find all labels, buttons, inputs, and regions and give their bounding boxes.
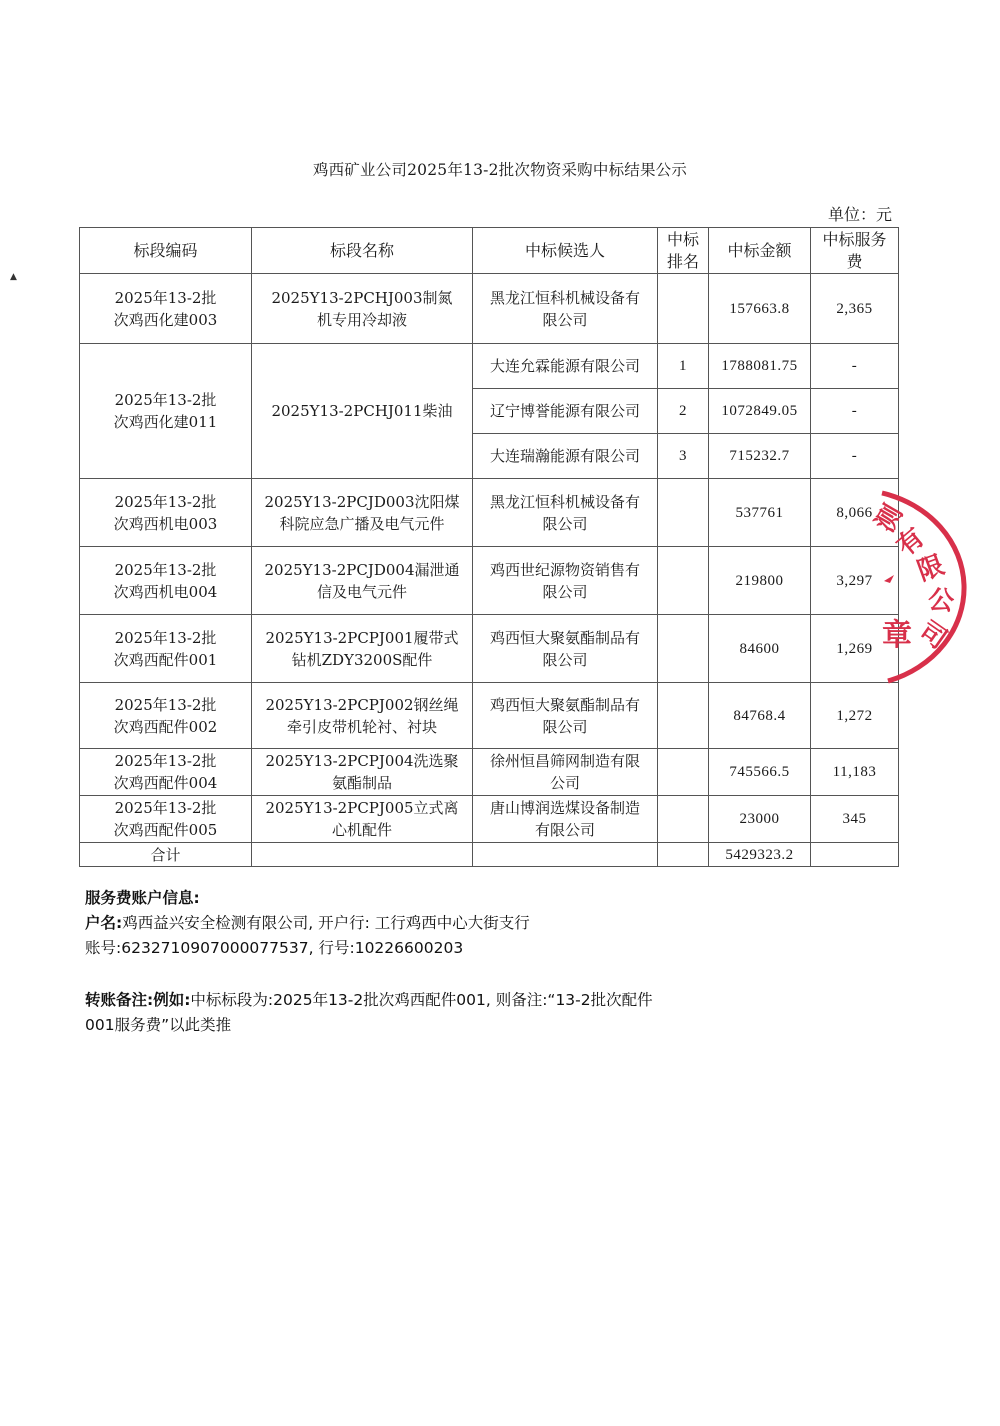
cell-candidate: 大连瑞瀚能源有限公司 [473,434,658,479]
cell-fee: 345 [811,796,899,843]
cell-amount: 537761 [709,479,811,547]
svg-text:有: 有 [891,522,931,563]
cell-rank: 2 [658,389,709,434]
total-label: 合计 [80,843,252,867]
table-row [80,479,899,547]
cell-name: 2025Y13-2PCPJ002钢丝绳牵引皮带机轮衬、衬块 [252,683,473,749]
cell-code: 2025年13-2批次鸡西配件002 [80,683,252,749]
cell-candidate: 大连允霖能源有限公司 [473,344,658,389]
cell-candidate: 鸡西世纪源物资销售有限公司 [473,547,658,615]
cell-fee: 8,066 [811,479,899,547]
account-info-block [85,886,530,961]
header-rank: 中标排名 [658,228,709,274]
cell-rank [658,796,709,843]
header-code: 标段编码 [80,228,252,274]
cell-rank: 1 [658,344,709,389]
cell-amount: 84600 [709,615,811,683]
svg-text:公: 公 [926,585,956,618]
cell-amount: 715232.7 [709,434,811,479]
cell-fee: - [811,434,899,479]
header-name: 标段名称 [252,228,473,274]
cell-name: 2025Y13-2PCJD004漏泄通信及电气元件 [252,547,473,615]
cell-name: 2025Y13-2PCHJ003制氮机专用冷却液 [252,274,473,344]
cell-name: 2025Y13-2PCPJ005立式离心机配件 [252,796,473,843]
table-row [80,547,899,615]
table-row [80,344,899,389]
cell-candidate: 黑龙江恒科机械设备有限公司 [473,479,658,547]
account-name-label: 户名: [85,914,123,932]
total-fee [811,843,899,867]
margin-mark: ▲ [10,272,17,282]
svg-text:司: 司 [913,615,953,656]
bank-value: 工行鸡西中心大街支行 [374,914,530,932]
cell-candidate: 唐山博润选煤设备制造有限公司 [473,796,658,843]
cell-code: 2025年13-2批次鸡西配件004 [80,749,252,796]
cell-fee: 11,183 [811,749,899,796]
account-name-value: 鸡西益兴安全检测有限公司 [122,914,309,932]
svg-text:限: 限 [913,550,949,588]
table-row [80,274,899,344]
svg-text:测: 测 [870,499,910,538]
cell-code: 2025年13-2批次鸡西配件001 [80,615,252,683]
total-name [252,843,473,867]
table-header-row [80,228,899,274]
cell-fee: 2,365 [811,274,899,344]
table-row [80,796,899,843]
cell-code: 2025年13-2批次鸡西机电004 [80,547,252,615]
cell-fee: - [811,344,899,389]
transfer-note-label: 转账备注: [85,991,154,1009]
cell-candidate: 徐州恒昌筛网制造有限公司 [473,749,658,796]
total-candidate [473,843,658,867]
cell-candidate: 辽宁博誉能源有限公司 [473,389,658,434]
transfer-note-text: 中标标段为:2025年13-2批次鸡西配件001, 则备注:“13-2批次配件001服务费”以此类推 [85,991,653,1034]
cell-code: 2025年13-2批次鸡西机电003 [80,479,252,547]
cell-amount: 219800 [709,547,811,615]
cell-code: 2025年13-2批次鸡西化建011 [80,344,252,479]
table-total-row [80,843,899,867]
account-number-value: 6232710907000077537 [121,939,309,957]
unit-label: 单位：元 [827,205,892,224]
cell-rank [658,274,709,344]
bid-result-table [79,227,899,867]
bank-number-value: 10226600203 [354,939,464,957]
total-amount: 5429323.2 [709,843,811,867]
cell-code: 2025年13-2批次鸡西配件005 [80,796,252,843]
cell-name: 2025Y13-2PCHJ011柴油 [252,344,473,479]
header-candidate: 中标候选人 [473,228,658,274]
table-row [80,749,899,796]
transfer-note-example-label: 例如: [153,991,191,1009]
cell-fee: 1,272 [811,683,899,749]
account-number-label: 账号: [85,939,122,957]
header-fee: 中标服务费 [811,228,899,274]
cell-fee: 3,297 [811,547,899,615]
cell-amount: 84768.4 [709,683,811,749]
cell-name: 2025Y13-2PCJD003沈阳煤科院应急广播及电气元件 [252,479,473,547]
cell-amount: 157663.8 [709,274,811,344]
table-row [80,615,899,683]
cell-rank [658,479,709,547]
document-title: 鸡西矿业公司2025年13-2批次物资采购中标结果公示 [312,161,688,179]
cell-rank [658,547,709,615]
cell-code: 2025年13-2批次鸡西化建003 [80,274,252,344]
account-name-line: 户名:鸡西益兴安全检测有限公司, 开户行: 工行鸡西中心大街支行 [85,914,530,932]
header-amount: 中标金额 [709,228,811,274]
cell-rank [658,749,709,796]
cell-candidate: 鸡西恒大聚氨酯制品有限公司 [473,615,658,683]
cell-amount: 745566.5 [709,749,811,796]
bank-number-label: 行号: [318,939,355,957]
transfer-note-block [85,988,675,1038]
cell-candidate: 黑龙江恒科机械设备有限公司 [473,274,658,344]
cell-fee: 1,269 [811,615,899,683]
cell-amount: 1072849.05 [709,389,811,434]
table-row [80,683,899,749]
account-number-line: 账号:6232710907000077537, 行号:10226600203 [85,939,464,957]
cell-name: 2025Y13-2PCPJ001履带式钻机ZDY3200S配件 [252,615,473,683]
bank-label: 开户行: [318,914,370,932]
cell-amount: 23000 [709,796,811,843]
cell-rank [658,615,709,683]
cell-rank: 3 [658,434,709,479]
account-info-heading: 服务费账户信息: [85,889,200,907]
svg-text:章: 章 [882,618,912,653]
cell-fee: - [811,389,899,434]
cell-candidate: 鸡西恒大聚氨酯制品有限公司 [473,683,658,749]
cell-name: 2025Y13-2PCPJ004洗选聚氨酯制品 [252,749,473,796]
cell-rank [658,683,709,749]
total-rank [658,843,709,867]
cell-amount: 1788081.75 [709,344,811,389]
